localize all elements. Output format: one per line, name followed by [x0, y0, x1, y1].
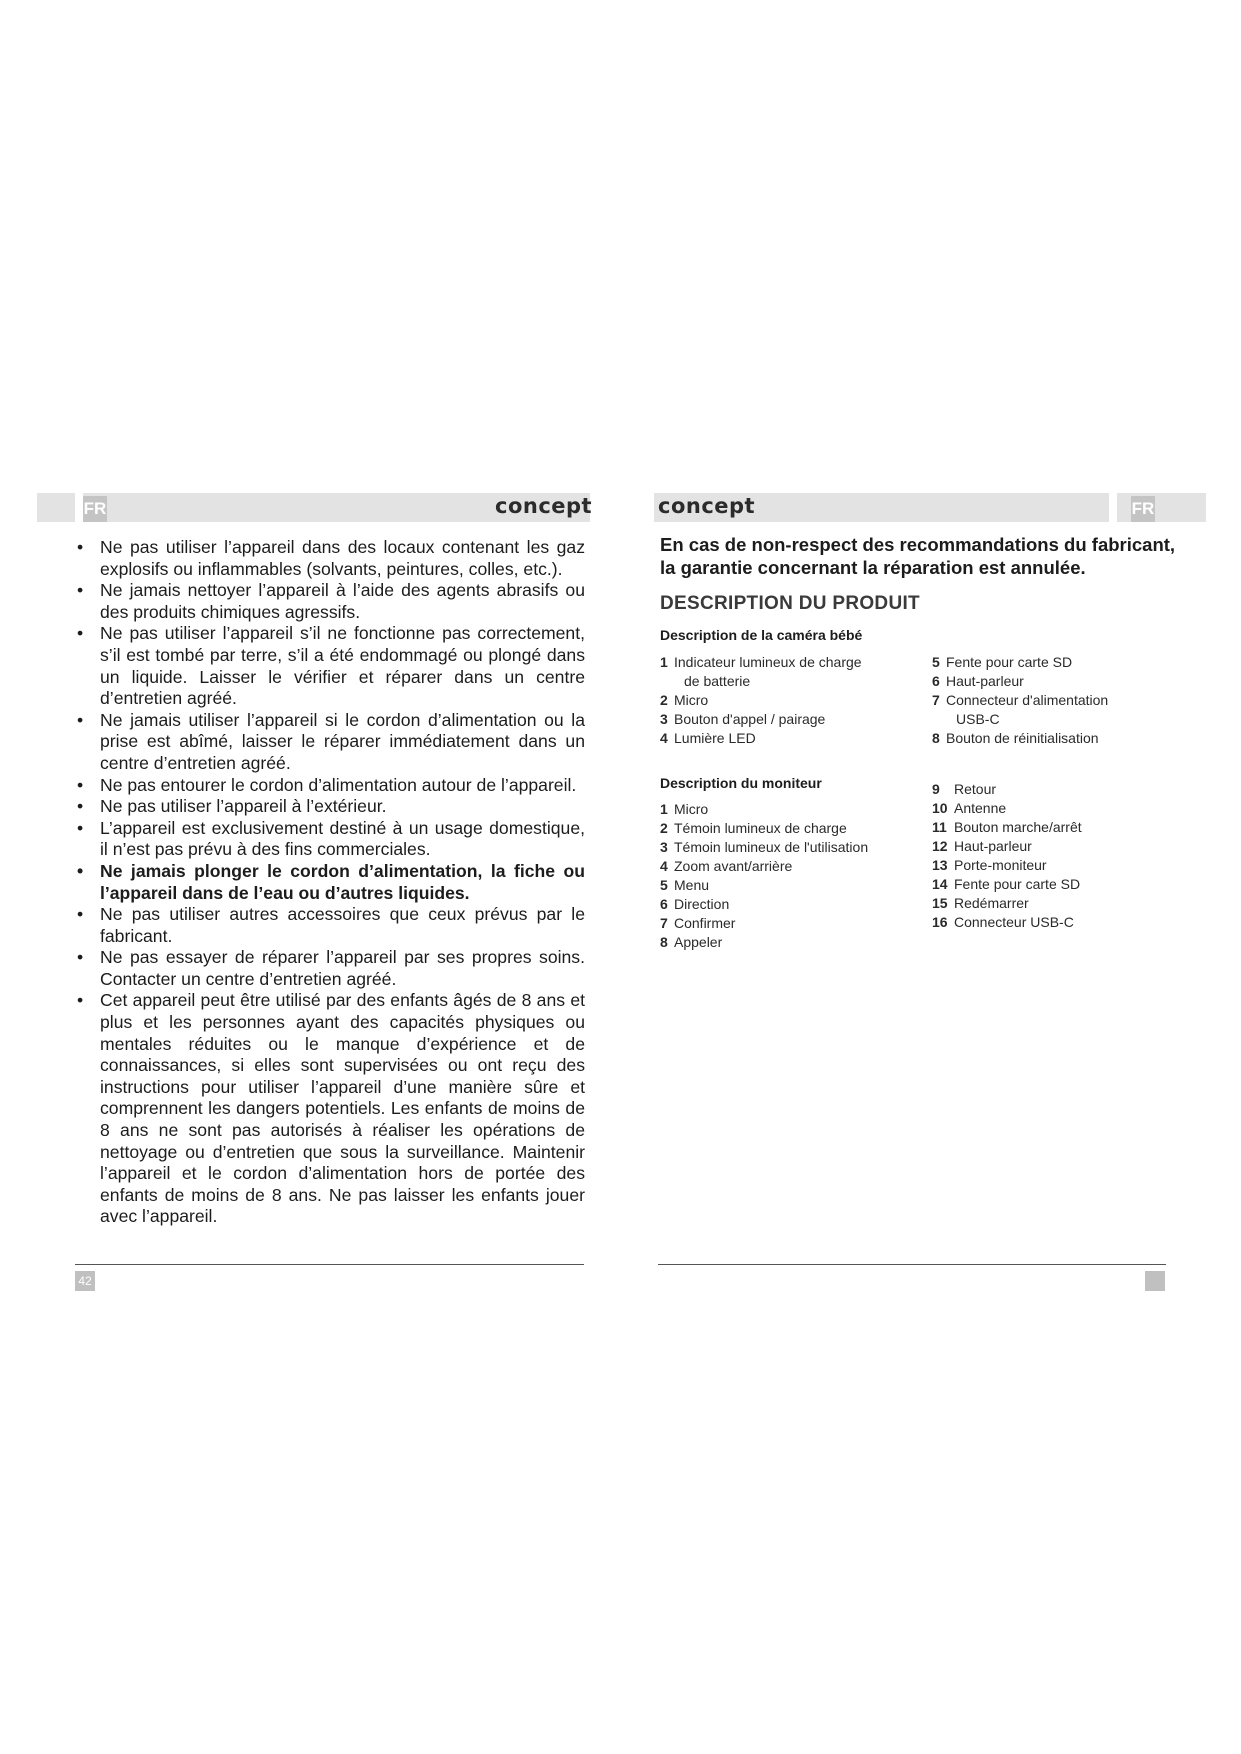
part-label: Bouton marche/arrêt [954, 819, 1082, 835]
section-title: DESCRIPTION DU PRODUIT [660, 593, 920, 614]
header-gap-right [1109, 493, 1117, 522]
part-label: Menu [674, 877, 710, 893]
part-number: 3 [660, 839, 668, 855]
warning-item: • Ne jamais plonger le cordon d’alimentation, la fiche ou l’appareil dans de l’eau ou d’autres liquides. [75, 861, 585, 904]
warning-item: • Ne pas utiliser autres accessoires que ceux prévus par le fabricant. [75, 904, 585, 947]
monitor-part-item [932, 856, 1182, 875]
camera-part-item [932, 691, 1182, 729]
part-label: Haut-parleur [954, 838, 1032, 854]
part-label: Appeler [674, 934, 723, 950]
part-label: Lumière LED [674, 730, 756, 746]
part-number: 11 [932, 819, 947, 835]
part-label: Fente pour carte SD [946, 654, 1073, 670]
camera-part-item [932, 672, 1182, 691]
warning-item: • Ne pas essayer de réparer l’appareil par ses propres soins. Contacter un centre d’entretien agréé. [75, 947, 585, 990]
monitor-part-item [660, 838, 920, 857]
page-number-box-right [1145, 1271, 1165, 1291]
monitor-parts-list-2 [932, 780, 1182, 932]
camera-part-item [660, 710, 920, 729]
part-label: Micro [674, 801, 709, 817]
part-number: 3 [660, 711, 668, 727]
part-number: 1 [660, 801, 668, 817]
part-number: 6 [660, 896, 668, 912]
warning-item: • Ne jamais utiliser l’appareil si le cordon d’alimentation ou la prise est abîmé, laisser le réparer immédiatement dans un centre d’entretien agréé. [75, 710, 585, 775]
part-number: 9 [932, 781, 940, 797]
monitor-part-item [932, 780, 1182, 799]
camera-parts-list-2 [932, 653, 1182, 748]
part-label: Fente pour carte SD [954, 876, 1081, 892]
part-number: 8 [932, 730, 940, 746]
camera-part-item [660, 729, 920, 748]
monitor-description-title: Description du moniteur [660, 775, 822, 791]
part-number: 13 [932, 857, 948, 873]
part-number: 14 [932, 876, 948, 892]
brand-logo-right: concept [658, 494, 756, 518]
monitor-part-item [660, 895, 920, 914]
part-label: Indicateur lumineux de charge [674, 654, 862, 670]
warranty-notice: En cas de non-respect des recommandations du fabricant, la garantie concernant la réparation est annulée. [660, 534, 1176, 578]
monitor-part-item [932, 799, 1182, 818]
part-number: 6 [932, 673, 940, 689]
part-number: 10 [932, 800, 948, 816]
monitor-part-item [660, 800, 920, 819]
part-label: Témoin lumineux de charge [674, 820, 847, 836]
part-label: Confirmer [674, 915, 736, 931]
part-number: 8 [660, 934, 668, 950]
monitor-part-item [660, 933, 920, 952]
monitor-part-item [932, 913, 1182, 932]
monitor-part-item[interactable] [660, 914, 920, 933]
warning-item: • Ne pas utiliser l’appareil à l’extérieur. [75, 796, 585, 818]
part-number: 4 [660, 858, 668, 874]
part-label: Retour [954, 781, 997, 797]
monitor-part-item [932, 894, 1182, 913]
part-label: Haut-parleur [946, 673, 1024, 689]
monitor-part-item [660, 857, 920, 876]
part-number: 2 [660, 692, 668, 708]
camera-part-item [932, 653, 1182, 672]
part-label: Antenne [954, 800, 1007, 816]
part-number: 16 [932, 914, 948, 930]
part-label: Zoom avant/arrière [674, 858, 793, 874]
warning-item: • Ne pas utiliser l’appareil s’il ne fonctionne pas correctement, s’il est tombé par terre, s’il a été endommagé ou plongé dans un liquide. Laisser le vérifier et réparer dans un centre d’entretien agréé. [75, 623, 585, 709]
warning-item: • L’appareil est exclusivement destiné à un usage domestique, il n’est pas prévu à des fins commerciales. [75, 818, 585, 861]
part-label: Redémarrer [954, 895, 1029, 911]
part-label: Connecteur d'alimentation [946, 692, 1109, 708]
part-label: Micro [674, 692, 709, 708]
safety-warnings-list [75, 537, 585, 1228]
part-number: 7 [660, 915, 668, 931]
part-number: 15 [932, 895, 948, 911]
monitor-part-item [932, 875, 1182, 894]
monitor-part-item [932, 818, 1182, 837]
footer-rule-right [658, 1264, 1166, 1265]
part-label-continued: USB-C [956, 711, 1000, 727]
monitor-part-item [660, 819, 920, 838]
footer-rule-left [75, 1264, 584, 1265]
camera-part-item [660, 653, 920, 691]
warning-item: • Ne jamais nettoyer l’appareil à l’aide des agents abrasifs ou des produits chimiques agressifs. [75, 580, 585, 623]
warning-item: • Cet appareil peut être utilisé par des enfants âgés de 8 ans et plus et les personnes ayant des capacités physiques ou mentales réduites ou le manque d’expérience et de connaissances, si elles sont supervisées ou ont reçu des instructions pour utiliser l’appareil d’une manière sûre et comprennent les dangers potentiels. Les enfants de moins de 8 ans ne sont pas autorisés à réaliser les opérations de nettoyage ou d’entretien que sous la surveillance. Maintenir l’appareil et le cordon d’alimentation hors de portée des enfants de moins de 8 ans. Ne pas laisser les enfants jouer avec l’appareil. [75, 990, 585, 1228]
warning-item: • Ne pas entourer le cordon d’alimentation autour de l’appareil. [75, 775, 585, 797]
part-label-continued: de batterie [684, 673, 751, 689]
warranty-notice-block [660, 533, 1180, 579]
language-badge-left: FR [83, 496, 107, 522]
monitor-part-item [932, 837, 1182, 856]
camera-description-title: Description de la caméra bébé [660, 627, 863, 643]
part-label: Porte-moniteur [954, 857, 1047, 873]
camera-part-item [660, 691, 920, 710]
camera-parts-list-1 [660, 653, 920, 748]
monitor-parts-list-1 [660, 800, 920, 952]
part-number: 5 [932, 654, 940, 670]
part-number: 4 [660, 730, 668, 746]
part-number: 12 [932, 838, 948, 854]
part-label: Bouton de réinitialisation [946, 730, 1099, 746]
part-label: Direction [674, 896, 730, 912]
brand-logo-left: concept [495, 494, 593, 518]
part-label: Connecteur USB-C [954, 914, 1074, 930]
part-number: 7 [932, 692, 940, 708]
header-gap-left [75, 493, 83, 522]
monitor-part-item [660, 876, 920, 895]
part-label: Témoin lumineux de l'utilisation [674, 839, 869, 855]
warning-item: • Ne pas utiliser l’appareil dans des locaux contenant les gaz explosifs ou inflammables (solvants, peintures, colles, etc.). [75, 537, 585, 580]
part-number: 2 [660, 820, 668, 836]
language-badge-right: FR [1131, 496, 1155, 522]
camera-part-item [932, 729, 1182, 748]
part-number: 1 [660, 654, 668, 670]
part-number: 5 [660, 877, 668, 893]
part-label: Bouton d'appel / pairage [674, 711, 826, 727]
page-number: 42 [75, 1271, 95, 1291]
